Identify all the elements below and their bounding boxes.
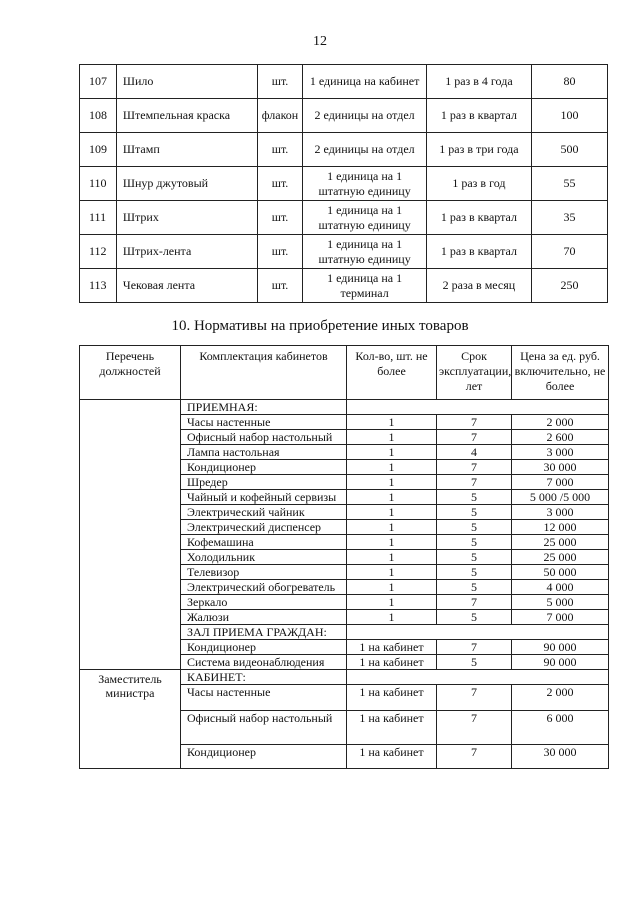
item-term: 7 [437, 460, 512, 475]
section-filler [347, 625, 609, 640]
item-name: Электрический чайник [181, 505, 347, 520]
item-price: 4 000 [512, 580, 609, 595]
item-term: 7 [437, 415, 512, 430]
item-price: 100 [531, 99, 607, 133]
table-row [80, 201, 608, 235]
item-name: Часы настенные [181, 685, 347, 711]
item-price: 2 000 [512, 415, 609, 430]
item-period: 1 раз в квартал [426, 99, 531, 133]
item-period: 1 раз в 4 года [426, 65, 531, 99]
item-unit: шт. [257, 167, 302, 201]
section-filler [347, 400, 609, 415]
item-qty: 1 [347, 610, 437, 625]
item-term: 5 [437, 655, 512, 670]
item-price: 25 000 [512, 535, 609, 550]
header-positions: Перечень должностей [80, 346, 181, 400]
section-heading: 10. Нормативы на приобретение иных товаров [171, 318, 469, 334]
header-row [80, 346, 609, 400]
item-norm: 1 единица на кабинет [303, 65, 427, 99]
item-qty: 1 [347, 565, 437, 580]
item-name: Система видеонаблюдения [181, 655, 347, 670]
item-price: 2 000 [512, 685, 609, 711]
item-name: Кондиционер [181, 745, 347, 769]
item-term: 7 [437, 640, 512, 655]
item-norm: 1 единица на 1 терминал [303, 269, 427, 303]
item-term: 7 [437, 745, 512, 769]
item-price: 5 000 [512, 595, 609, 610]
item-term: 5 [437, 520, 512, 535]
item-period: 1 раз в три года [426, 133, 531, 167]
item-name: Кофемашина [181, 535, 347, 550]
item-term: 7 [437, 595, 512, 610]
item-name: Чайный и кофейный сервизы [181, 490, 347, 505]
table-row [80, 235, 608, 269]
item-name: Штрих-лента [116, 235, 257, 269]
item-period: 1 раз в квартал [426, 201, 531, 235]
item-unit: шт. [257, 235, 302, 269]
item-qty: 1 [347, 595, 437, 610]
item-price: 3 000 [512, 445, 609, 460]
item-price: 500 [531, 133, 607, 167]
item-price: 50 000 [512, 565, 609, 580]
item-name: Холодильник [181, 550, 347, 565]
item-qty: 1 на кабинет [347, 655, 437, 670]
item-norm: 1 единица на 1 штатную единицу [303, 201, 427, 235]
row-number: 108 [80, 99, 117, 133]
item-name: Шило [116, 65, 257, 99]
item-unit: флакон [257, 99, 302, 133]
item-term: 7 [437, 475, 512, 490]
item-term: 7 [437, 711, 512, 745]
table-row [80, 65, 608, 99]
item-price: 30 000 [512, 460, 609, 475]
item-name: Офисный набор настольный [181, 711, 347, 745]
item-qty: 1 на кабинет [347, 685, 437, 711]
page-number: 12 [313, 34, 327, 49]
row-number: 109 [80, 133, 117, 167]
item-name: Жалюзи [181, 610, 347, 625]
table-row [80, 167, 608, 201]
table-row [80, 99, 608, 133]
item-price: 90 000 [512, 655, 609, 670]
item-unit: шт. [257, 201, 302, 235]
item-norm: 1 единица на 1 штатную единицу [303, 167, 427, 201]
item-term: 5 [437, 580, 512, 595]
item-qty: 1 [347, 580, 437, 595]
item-price: 55 [531, 167, 607, 201]
item-term: 5 [437, 550, 512, 565]
row-number: 107 [80, 65, 117, 99]
item-price: 30 000 [512, 745, 609, 769]
item-name: Офисный набор настольный [181, 430, 347, 445]
row-number: 112 [80, 235, 117, 269]
supplies-table [79, 64, 608, 303]
item-term: 5 [437, 610, 512, 625]
item-qty: 1 [347, 520, 437, 535]
item-name: Чековая лента [116, 269, 257, 303]
item-name: Шредер [181, 475, 347, 490]
item-qty: 1 [347, 445, 437, 460]
header-equipment: Комплектация кабинетов [181, 346, 347, 400]
item-qty: 1 на кабинет [347, 640, 437, 655]
section-row [80, 400, 609, 415]
header-price: Цена за ед. руб. включительно, не более [512, 346, 609, 400]
item-qty: 1 [347, 415, 437, 430]
item-name: Лампа настольная [181, 445, 347, 460]
table-row [80, 133, 608, 167]
item-name: Шнур джутовый [116, 167, 257, 201]
item-term: 4 [437, 445, 512, 460]
item-qty: 1 [347, 430, 437, 445]
item-period: 1 раз в год [426, 167, 531, 201]
item-period: 1 раз в квартал [426, 235, 531, 269]
header-qty: Кол-во, шт. не более [347, 346, 437, 400]
section-title: ЗАЛ ПРИЕМА ГРАЖДАН: [181, 625, 347, 640]
item-period: 2 раза в месяц [426, 269, 531, 303]
row-number: 111 [80, 201, 117, 235]
position-cell [80, 400, 181, 670]
item-price: 7 000 [512, 610, 609, 625]
item-term: 7 [437, 430, 512, 445]
item-name: Кондиционер [181, 460, 347, 475]
item-term: 5 [437, 565, 512, 580]
section-row [80, 670, 609, 685]
item-price: 3 000 [512, 505, 609, 520]
item-price: 90 000 [512, 640, 609, 655]
section-title: КАБИНЕТ: [181, 670, 347, 685]
item-qty: 1 [347, 490, 437, 505]
item-name: Кондиционер [181, 640, 347, 655]
item-name: Штемпельная краска [116, 99, 257, 133]
item-qty: 1 на кабинет [347, 711, 437, 745]
item-qty: 1 [347, 550, 437, 565]
item-qty: 1 [347, 460, 437, 475]
item-price: 25 000 [512, 550, 609, 565]
item-unit: шт. [257, 65, 302, 99]
item-name: Зеркало [181, 595, 347, 610]
item-price: 2 600 [512, 430, 609, 445]
item-price: 70 [531, 235, 607, 269]
other-goods-table [79, 345, 609, 769]
section-filler [347, 670, 609, 685]
item-price: 12 000 [512, 520, 609, 535]
row-number: 113 [80, 269, 117, 303]
item-term: 5 [437, 490, 512, 505]
item-qty: 1 [347, 505, 437, 520]
item-price: 250 [531, 269, 607, 303]
position-cell: Заместитель министра [80, 670, 181, 769]
item-name: Электрический диспенсер [181, 520, 347, 535]
section-title: ПРИЕМНАЯ: [181, 400, 347, 415]
item-price: 7 000 [512, 475, 609, 490]
item-norm: 2 единицы на отдел [303, 99, 427, 133]
row-number: 110 [80, 167, 117, 201]
item-qty: 1 [347, 475, 437, 490]
item-unit: шт. [257, 133, 302, 167]
table-row [80, 269, 608, 303]
item-unit: шт. [257, 269, 302, 303]
item-price: 6 000 [512, 711, 609, 745]
item-qty: 1 [347, 535, 437, 550]
item-norm: 1 единица на 1 штатную единицу [303, 235, 427, 269]
item-term: 7 [437, 685, 512, 711]
item-term: 5 [437, 505, 512, 520]
item-qty: 1 на кабинет [347, 745, 437, 769]
item-name: Штамп [116, 133, 257, 167]
header-term: Срок эксплуатации, лет [437, 346, 512, 400]
item-name: Штрих [116, 201, 257, 235]
item-price: 80 [531, 65, 607, 99]
item-norm: 2 единицы на отдел [303, 133, 427, 167]
item-name: Телевизор [181, 565, 347, 580]
item-price: 35 [531, 201, 607, 235]
item-price: 5 000 /5 000 [512, 490, 609, 505]
item-name: Электрический обогреватель [181, 580, 347, 595]
item-name: Часы настенные [181, 415, 347, 430]
item-term: 5 [437, 535, 512, 550]
